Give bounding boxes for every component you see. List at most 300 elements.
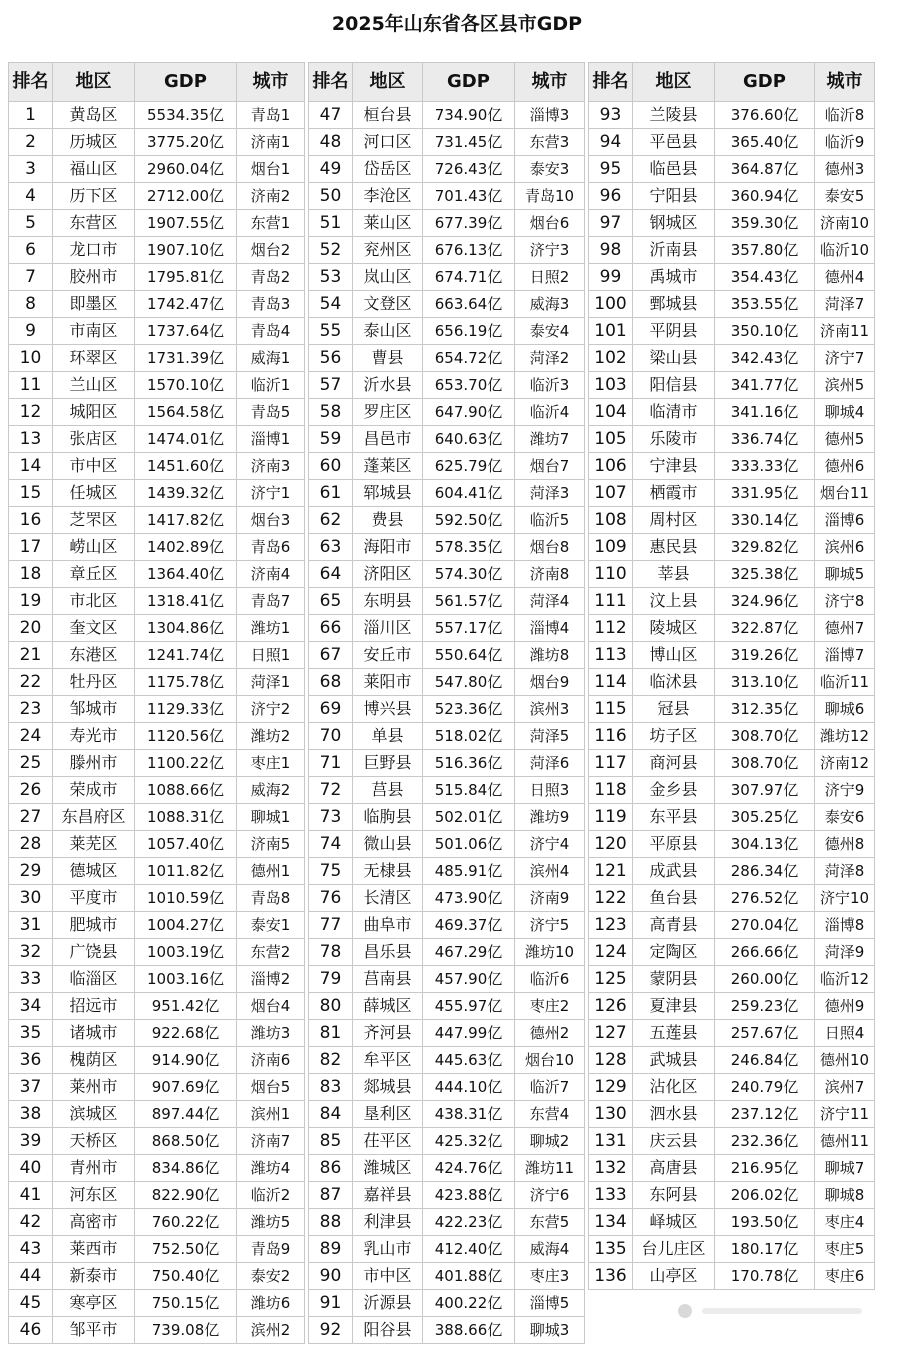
gdp-cell: 674.71亿 (423, 264, 515, 291)
table-row (589, 966, 875, 993)
city-cell: 济宁11 (815, 1101, 875, 1128)
region-cell: 禹城市 (633, 264, 715, 291)
city-cell: 德州4 (815, 264, 875, 291)
region-cell: 环翠区 (53, 345, 135, 372)
gdp-cell: 193.50亿 (715, 1209, 815, 1236)
rank-cell: 10 (9, 345, 53, 372)
table-row (589, 993, 875, 1020)
region-cell: 利津县 (353, 1209, 423, 1236)
city-cell: 烟台1 (237, 156, 305, 183)
gdp-cell: 1175.78亿 (135, 669, 237, 696)
header-rank: 排名 (9, 63, 53, 102)
region-cell: 陵城区 (633, 615, 715, 642)
city-cell: 日照1 (237, 642, 305, 669)
region-cell: 肥城市 (53, 912, 135, 939)
city-cell: 威海4 (515, 1236, 585, 1263)
region-cell: 滕州市 (53, 750, 135, 777)
table-row (589, 507, 875, 534)
rank-cell: 91 (309, 1290, 353, 1317)
gdp-cell: 331.95亿 (715, 480, 815, 507)
rank-cell: 14 (9, 453, 53, 480)
table-row (9, 939, 305, 966)
city-cell: 德州5 (815, 426, 875, 453)
gdp-cell: 237.12亿 (715, 1101, 815, 1128)
table-row (9, 1155, 305, 1182)
rank-cell: 33 (9, 966, 53, 993)
region-cell: 崂山区 (53, 534, 135, 561)
region-cell: 昌邑市 (353, 426, 423, 453)
table-row (309, 210, 585, 237)
rank-cell: 94 (589, 129, 633, 156)
rank-cell: 84 (309, 1101, 353, 1128)
table-row (9, 183, 305, 210)
table-row (9, 1101, 305, 1128)
rank-cell: 104 (589, 399, 633, 426)
table-row (589, 642, 875, 669)
gdp-cell: 2960.04亿 (135, 156, 237, 183)
city-cell: 德州9 (815, 993, 875, 1020)
region-cell: 莱州市 (53, 1074, 135, 1101)
rank-cell: 125 (589, 966, 633, 993)
region-cell: 东营区 (53, 210, 135, 237)
city-cell: 滨州1 (237, 1101, 305, 1128)
city-cell: 菏泽5 (515, 723, 585, 750)
gdp-cell: 1241.74亿 (135, 642, 237, 669)
region-cell: 天桥区 (53, 1128, 135, 1155)
gdp-cell: 206.02亿 (715, 1182, 815, 1209)
table-row (589, 372, 875, 399)
gdp-cell: 342.43亿 (715, 345, 815, 372)
city-cell: 青岛5 (237, 399, 305, 426)
region-cell: 泗水县 (633, 1101, 715, 1128)
region-cell: 荣成市 (53, 777, 135, 804)
table-row (309, 1209, 585, 1236)
gdp-cell: 333.33亿 (715, 453, 815, 480)
city-cell: 聊城6 (815, 696, 875, 723)
table-row (9, 210, 305, 237)
table-row (9, 804, 305, 831)
region-cell: 单县 (353, 723, 423, 750)
region-cell: 鱼台县 (633, 885, 715, 912)
rank-cell: 27 (9, 804, 53, 831)
table-row (309, 804, 585, 831)
table-row (309, 939, 585, 966)
region-cell: 高青县 (633, 912, 715, 939)
city-cell: 淄博2 (237, 966, 305, 993)
gdp-cell: 731.45亿 (423, 129, 515, 156)
header-rank: 排名 (309, 63, 353, 102)
region-cell: 芝罘区 (53, 507, 135, 534)
city-cell: 济南12 (815, 750, 875, 777)
region-cell: 微山县 (353, 831, 423, 858)
rank-cell: 48 (309, 129, 353, 156)
city-cell: 日照3 (515, 777, 585, 804)
region-cell: 临清市 (633, 399, 715, 426)
rank-cell: 99 (589, 264, 633, 291)
table-row (309, 291, 585, 318)
city-cell: 菏泽1 (237, 669, 305, 696)
region-cell: 垦利区 (353, 1101, 423, 1128)
city-cell: 威海2 (237, 777, 305, 804)
gdp-cell: 654.72亿 (423, 345, 515, 372)
rank-cell: 59 (309, 426, 353, 453)
city-cell: 聊城7 (815, 1155, 875, 1182)
region-cell: 东平县 (633, 804, 715, 831)
rank-cell: 20 (9, 615, 53, 642)
city-cell: 淄博1 (237, 426, 305, 453)
gdp-cell: 656.19亿 (423, 318, 515, 345)
gdp-cell: 305.25亿 (715, 804, 815, 831)
city-cell: 淄博8 (815, 912, 875, 939)
city-cell: 菏泽2 (515, 345, 585, 372)
rank-cell: 52 (309, 237, 353, 264)
table-row (309, 1101, 585, 1128)
city-cell: 德州11 (815, 1128, 875, 1155)
gdp-cell: 760.22亿 (135, 1209, 237, 1236)
table-row (309, 183, 585, 210)
region-cell: 滨城区 (53, 1101, 135, 1128)
city-cell: 滨州6 (815, 534, 875, 561)
city-cell: 济南10 (815, 210, 875, 237)
rank-cell: 16 (9, 507, 53, 534)
table-row (309, 1047, 585, 1074)
table-row (9, 264, 305, 291)
rank-cell: 19 (9, 588, 53, 615)
rank-cell: 18 (9, 561, 53, 588)
gdp-cell: 1003.16亿 (135, 966, 237, 993)
rank-cell: 78 (309, 939, 353, 966)
table-row (9, 966, 305, 993)
city-cell: 烟台9 (515, 669, 585, 696)
gdp-cell: 353.55亿 (715, 291, 815, 318)
region-cell: 莒南县 (353, 966, 423, 993)
rank-cell: 74 (309, 831, 353, 858)
city-cell: 潍坊3 (237, 1020, 305, 1047)
region-cell: 沂水县 (353, 372, 423, 399)
rank-cell: 66 (309, 615, 353, 642)
table-row (9, 723, 305, 750)
region-cell: 东明县 (353, 588, 423, 615)
region-cell: 安丘市 (353, 642, 423, 669)
table-row (589, 615, 875, 642)
table-row (9, 480, 305, 507)
gdp-cell: 592.50亿 (423, 507, 515, 534)
city-cell: 济南3 (237, 453, 305, 480)
region-cell: 任城区 (53, 480, 135, 507)
header-gdp: GDP (135, 63, 237, 102)
table-row (589, 696, 875, 723)
rank-cell: 134 (589, 1209, 633, 1236)
table-row (9, 858, 305, 885)
city-cell: 济宁2 (237, 696, 305, 723)
table-row (589, 1101, 875, 1128)
table-row (9, 1074, 305, 1101)
rank-cell: 15 (9, 480, 53, 507)
gdp-cell: 324.96亿 (715, 588, 815, 615)
gdp-cell: 1737.64亿 (135, 318, 237, 345)
city-cell: 威海1 (237, 345, 305, 372)
table-row (309, 156, 585, 183)
table-row (309, 399, 585, 426)
rank-cell: 115 (589, 696, 633, 723)
city-cell: 临沂8 (815, 102, 875, 129)
city-cell: 临沂1 (237, 372, 305, 399)
gdp-cell: 834.86亿 (135, 1155, 237, 1182)
table-row (589, 669, 875, 696)
region-cell: 长清区 (353, 885, 423, 912)
rank-cell: 24 (9, 723, 53, 750)
table-row (9, 318, 305, 345)
region-cell: 庆云县 (633, 1128, 715, 1155)
region-cell: 平原县 (633, 831, 715, 858)
city-cell: 潍坊2 (237, 723, 305, 750)
table-row (309, 777, 585, 804)
rank-cell: 6 (9, 237, 53, 264)
watermark-bar (702, 1308, 862, 1314)
city-cell: 济宁10 (815, 885, 875, 912)
region-cell: 东港区 (53, 642, 135, 669)
table-row (9, 1020, 305, 1047)
region-cell: 五莲县 (633, 1020, 715, 1047)
city-cell: 济宁4 (515, 831, 585, 858)
gdp-cell: 750.15亿 (135, 1290, 237, 1317)
rank-cell: 130 (589, 1101, 633, 1128)
rank-cell: 102 (589, 345, 633, 372)
region-cell: 汶上县 (633, 588, 715, 615)
table-row (589, 534, 875, 561)
rank-cell: 4 (9, 183, 53, 210)
rank-cell: 22 (9, 669, 53, 696)
rank-cell: 131 (589, 1128, 633, 1155)
gdp-cell: 364.87亿 (715, 156, 815, 183)
rank-cell: 136 (589, 1263, 633, 1290)
city-cell: 临沂12 (815, 966, 875, 993)
gdp-cell: 739.08亿 (135, 1317, 237, 1344)
gdp-cell: 663.64亿 (423, 291, 515, 318)
rank-cell: 69 (309, 696, 353, 723)
table-row (309, 1263, 585, 1290)
city-cell: 济南8 (515, 561, 585, 588)
region-cell: 台儿庄区 (633, 1236, 715, 1263)
gdp-cell: 307.97亿 (715, 777, 815, 804)
table-row (309, 102, 585, 129)
city-cell: 潍坊5 (237, 1209, 305, 1236)
city-cell: 德州1 (237, 858, 305, 885)
rank-cell: 41 (9, 1182, 53, 1209)
region-cell: 东阿县 (633, 1182, 715, 1209)
gdp-cell: 1907.55亿 (135, 210, 237, 237)
table-row (589, 1209, 875, 1236)
gdp-cell: 304.13亿 (715, 831, 815, 858)
rank-cell: 9 (9, 318, 53, 345)
header-gdp: GDP (423, 63, 515, 102)
region-cell: 郯城县 (353, 1074, 423, 1101)
gdp-cell: 3775.20亿 (135, 129, 237, 156)
city-cell: 济宁3 (515, 237, 585, 264)
rank-cell: 55 (309, 318, 353, 345)
gdp-cell: 1570.10亿 (135, 372, 237, 399)
region-cell: 新泰市 (53, 1263, 135, 1290)
gdp-cell: 640.63亿 (423, 426, 515, 453)
table-row (589, 777, 875, 804)
city-cell: 菏泽4 (515, 588, 585, 615)
rank-cell: 118 (589, 777, 633, 804)
rank-cell: 68 (309, 669, 353, 696)
table-row (9, 345, 305, 372)
table-row (309, 750, 585, 777)
gdp-cell: 501.06亿 (423, 831, 515, 858)
rank-cell: 49 (309, 156, 353, 183)
table-row (309, 993, 585, 1020)
gdp-cell: 726.43亿 (423, 156, 515, 183)
region-cell: 平度市 (53, 885, 135, 912)
city-cell: 烟台5 (237, 1074, 305, 1101)
rank-cell: 45 (9, 1290, 53, 1317)
gdp-cell: 445.63亿 (423, 1047, 515, 1074)
region-cell: 郓城县 (353, 480, 423, 507)
table-row (9, 399, 305, 426)
rank-cell: 64 (309, 561, 353, 588)
rank-cell: 43 (9, 1236, 53, 1263)
gdp-cell: 1057.40亿 (135, 831, 237, 858)
gdp-cell: 270.04亿 (715, 912, 815, 939)
table-row (589, 858, 875, 885)
region-cell: 曹县 (353, 345, 423, 372)
region-cell: 峄城区 (633, 1209, 715, 1236)
gdp-cell: 1318.41亿 (135, 588, 237, 615)
gdp-cell: 701.43亿 (423, 183, 515, 210)
rank-cell: 40 (9, 1155, 53, 1182)
gdp-cell: 313.10亿 (715, 669, 815, 696)
rank-cell: 122 (589, 885, 633, 912)
rank-cell: 71 (309, 750, 353, 777)
region-cell: 宁津县 (633, 453, 715, 480)
rank-cell: 50 (309, 183, 353, 210)
table-row (309, 588, 585, 615)
rank-cell: 110 (589, 561, 633, 588)
city-cell: 聊城1 (237, 804, 305, 831)
region-cell: 邹城市 (53, 696, 135, 723)
city-cell: 济南6 (237, 1047, 305, 1074)
gdp-cell: 400.22亿 (423, 1290, 515, 1317)
city-cell: 潍坊1 (237, 615, 305, 642)
region-cell: 薛城区 (353, 993, 423, 1020)
rank-cell: 42 (9, 1209, 53, 1236)
region-cell: 诸城市 (53, 1020, 135, 1047)
gdp-cell: 308.70亿 (715, 750, 815, 777)
rank-cell: 85 (309, 1128, 353, 1155)
city-cell: 临沂4 (515, 399, 585, 426)
rank-cell: 28 (9, 831, 53, 858)
gdp-cell: 330.14亿 (715, 507, 815, 534)
city-cell: 临沂2 (237, 1182, 305, 1209)
city-cell: 济南11 (815, 318, 875, 345)
city-cell: 青岛10 (515, 183, 585, 210)
region-cell: 文登区 (353, 291, 423, 318)
city-cell: 潍坊8 (515, 642, 585, 669)
table-row (589, 1047, 875, 1074)
gdp-cell: 216.95亿 (715, 1155, 815, 1182)
region-cell: 钢城区 (633, 210, 715, 237)
rank-cell: 17 (9, 534, 53, 561)
gdp-cell: 455.97亿 (423, 993, 515, 1020)
table-row (589, 345, 875, 372)
region-cell: 淄川区 (353, 615, 423, 642)
region-cell: 莘县 (633, 561, 715, 588)
city-cell: 济宁9 (815, 777, 875, 804)
rank-cell: 90 (309, 1263, 353, 1290)
city-cell: 济宁7 (815, 345, 875, 372)
gdp-cell: 336.74亿 (715, 426, 815, 453)
region-cell: 市南区 (53, 318, 135, 345)
city-cell: 济宁5 (515, 912, 585, 939)
gdp-cell: 354.43亿 (715, 264, 815, 291)
table-row (9, 615, 305, 642)
city-cell: 青岛3 (237, 291, 305, 318)
region-cell: 蓬莱区 (353, 453, 423, 480)
rank-cell: 93 (589, 102, 633, 129)
table-row (9, 642, 305, 669)
table-row (589, 1236, 875, 1263)
gdp-cell: 1439.32亿 (135, 480, 237, 507)
header-region: 地区 (53, 63, 135, 102)
table-row (589, 1074, 875, 1101)
rank-cell: 30 (9, 885, 53, 912)
gdp-cell: 357.80亿 (715, 237, 815, 264)
region-cell: 岚山区 (353, 264, 423, 291)
city-cell: 济宁1 (237, 480, 305, 507)
region-cell: 临朐县 (353, 804, 423, 831)
region-cell: 成武县 (633, 858, 715, 885)
table-row (309, 669, 585, 696)
table-row (9, 1290, 305, 1317)
header-gdp: GDP (715, 63, 815, 102)
gdp-cell: 557.17亿 (423, 615, 515, 642)
city-cell: 淄博6 (815, 507, 875, 534)
rank-cell: 25 (9, 750, 53, 777)
gdp-cell: 578.35亿 (423, 534, 515, 561)
gdp-cell: 257.67亿 (715, 1020, 815, 1047)
region-cell: 昌乐县 (353, 939, 423, 966)
table-row (309, 264, 585, 291)
region-cell: 莒县 (353, 777, 423, 804)
region-cell: 奎文区 (53, 615, 135, 642)
region-cell: 龙口市 (53, 237, 135, 264)
region-cell: 武城县 (633, 1047, 715, 1074)
city-cell: 济南2 (237, 183, 305, 210)
region-cell: 商河县 (633, 750, 715, 777)
rank-cell: 31 (9, 912, 53, 939)
gdp-cell: 1003.19亿 (135, 939, 237, 966)
gdp-cell: 473.90亿 (423, 885, 515, 912)
region-cell: 沂源县 (353, 1290, 423, 1317)
table-row (589, 885, 875, 912)
city-cell: 德州10 (815, 1047, 875, 1074)
gdp-cell: 750.40亿 (135, 1263, 237, 1290)
gdp-cell: 424.76亿 (423, 1155, 515, 1182)
header-city: 城市 (237, 63, 305, 102)
rank-cell: 124 (589, 939, 633, 966)
city-cell: 烟台3 (237, 507, 305, 534)
region-cell: 城阳区 (53, 399, 135, 426)
gdp-cell: 1795.81亿 (135, 264, 237, 291)
rank-cell: 61 (309, 480, 353, 507)
city-cell: 济宁6 (515, 1182, 585, 1209)
table-row (9, 1236, 305, 1263)
city-cell: 聊城2 (515, 1128, 585, 1155)
region-cell: 海阳市 (353, 534, 423, 561)
region-cell: 市北区 (53, 588, 135, 615)
